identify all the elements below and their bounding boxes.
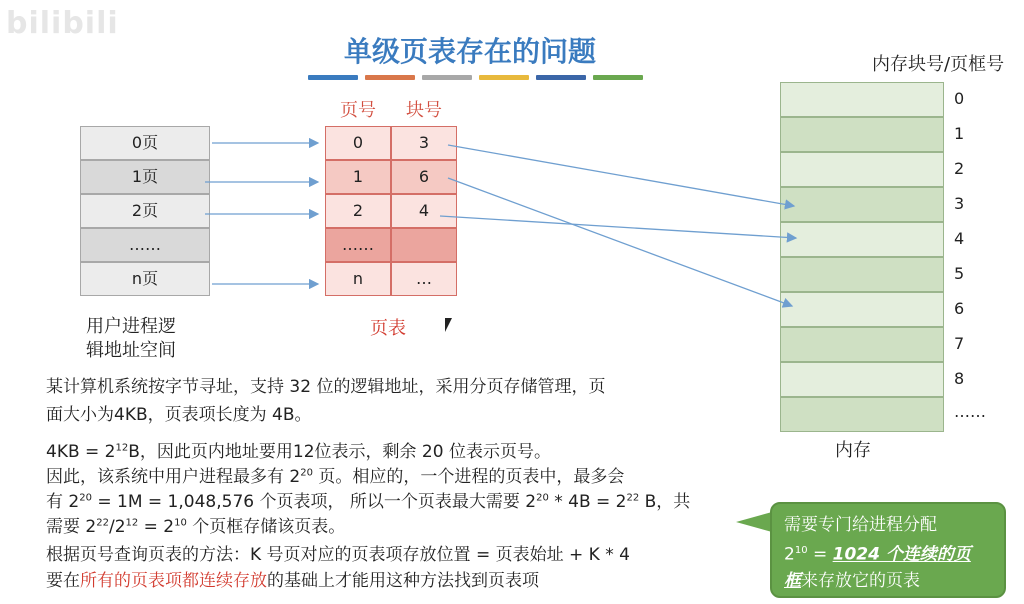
pt-page-ellipsis: …… <box>325 228 391 262</box>
bilibili-watermark: bilibili <box>6 6 119 41</box>
memory-label-ellipsis: …… <box>954 402 986 421</box>
callout-l2-b: = <box>807 544 833 565</box>
exp6-b: 的基础上才能用这种方法找到页表项 <box>267 571 539 591</box>
callout-line3 <box>784 568 992 594</box>
callout-l2-sup: 10 <box>794 545 808 556</box>
pt-page-2: 2 <box>325 194 391 228</box>
pt-page-n: n <box>325 262 391 296</box>
exp2-b: 页。相应的，一个进程的页表中，最多会 <box>312 467 625 487</box>
user-page-2: 2页 <box>80 194 210 228</box>
exp3-d: B，共 <box>639 492 691 512</box>
exp6-a: 要在 <box>46 571 80 591</box>
arrow-block4-to-frame4 <box>440 216 796 238</box>
callout-l3-b: 来存放它的页表 <box>801 570 920 591</box>
memory-label-0: 0 <box>954 89 965 108</box>
memory-label-8: 8 <box>954 369 965 388</box>
mouse-cursor-icon <box>445 318 452 332</box>
user-space-label-line2: 辑地址空间 <box>86 340 176 361</box>
explanation-line6 <box>46 566 539 591</box>
exp3-sup2: 20 <box>536 492 549 504</box>
exp1-sup: 12 <box>115 442 129 454</box>
pt-block-1: 6 <box>391 160 457 194</box>
explanation-line5: 根据页号查询页表的方法：K 号页对应的页表项存放位置 = 页表始址 + K * 4 <box>46 545 630 565</box>
explanation-line2 <box>46 462 624 487</box>
exp6-highlight: 所有的页表项都连续存放 <box>80 571 267 591</box>
memory-label-3: 3 <box>954 194 965 213</box>
memory-label-6: 6 <box>954 299 965 318</box>
exp4-c: = 2 <box>138 517 175 537</box>
problem-statement-line2: 面大小为4KB，页表项长度为 4B。 <box>46 405 312 425</box>
explanation-line3 <box>46 487 690 512</box>
pt-page-1: 1 <box>325 160 391 194</box>
memory-header: 内存块号/页框号 <box>872 54 1005 75</box>
memory-label-1: 1 <box>954 124 965 143</box>
exp3-c: * 4B = 2 <box>548 492 627 512</box>
memory-label-5: 5 <box>954 264 965 283</box>
exp1-b: B，因此页内地址要用12位表示，剩余 20 位表示页号。 <box>128 442 551 462</box>
callout-line2 <box>784 538 992 568</box>
callout-pointer <box>736 512 772 532</box>
exp4-a: 需要 2 <box>46 517 97 537</box>
callout-l2-emphasis: 1024 个连续的页 <box>832 544 971 565</box>
exp4-sup2: 12 <box>125 517 139 529</box>
memory-label: 内存 <box>835 440 871 461</box>
exp2-a: 因此，该系统中用户进程最多有 2 <box>46 467 301 487</box>
page-table-header-page: 页号 <box>340 100 376 121</box>
callout-l3-emphasis: 框 <box>784 570 801 591</box>
exp3-sup1: 20 <box>79 492 92 504</box>
user-page-n: n页 <box>80 262 210 296</box>
callout-line1: 需要专门给进程分配 <box>784 515 937 535</box>
explanation-line4 <box>46 512 345 537</box>
explanation-line1 <box>46 437 551 462</box>
memory-label-2: 2 <box>954 159 965 178</box>
slide-title: 单级页表存在的问题 <box>343 35 596 68</box>
problem-statement-line1: 某计算机系统按字节寻址，支持 32 位的逻辑地址，采用分页存储管理，页 <box>46 377 606 397</box>
exp4-sup3: 10 <box>174 517 187 529</box>
user-page-ellipsis: …… <box>80 228 210 262</box>
callout-l2-a: 2 <box>784 544 795 565</box>
exp2-sup: 20 <box>300 467 313 479</box>
exp3-b: = 1M = 1,048,576 个页表项， 所以一个页表最大需要 2 <box>91 492 537 512</box>
user-page-1: 1页 <box>80 160 210 194</box>
pt-block-0: 3 <box>391 126 457 160</box>
exp4-b: /2 <box>108 517 126 537</box>
memory-label-4: 4 <box>954 229 965 248</box>
exp4-sup1: 22 <box>96 517 109 529</box>
pt-page-0: 0 <box>325 126 391 160</box>
pt-block-n: … <box>391 262 457 296</box>
exp3-sup3: 22 <box>626 492 640 504</box>
user-space-label-line1: 用户进程逻 <box>86 316 176 337</box>
pt-block-2: 4 <box>391 194 457 228</box>
page-table-label: 页表 <box>370 318 406 339</box>
page-table-header-block: 块号 <box>406 100 442 121</box>
user-page-0: 0页 <box>80 126 210 160</box>
exp3-a: 有 2 <box>46 492 80 512</box>
exp4-d: 个页框存储该页表。 <box>186 517 346 537</box>
callout-note <box>770 502 1006 598</box>
memory-label-7: 7 <box>954 334 965 353</box>
exp1-a: 4KB = 2 <box>46 442 116 462</box>
